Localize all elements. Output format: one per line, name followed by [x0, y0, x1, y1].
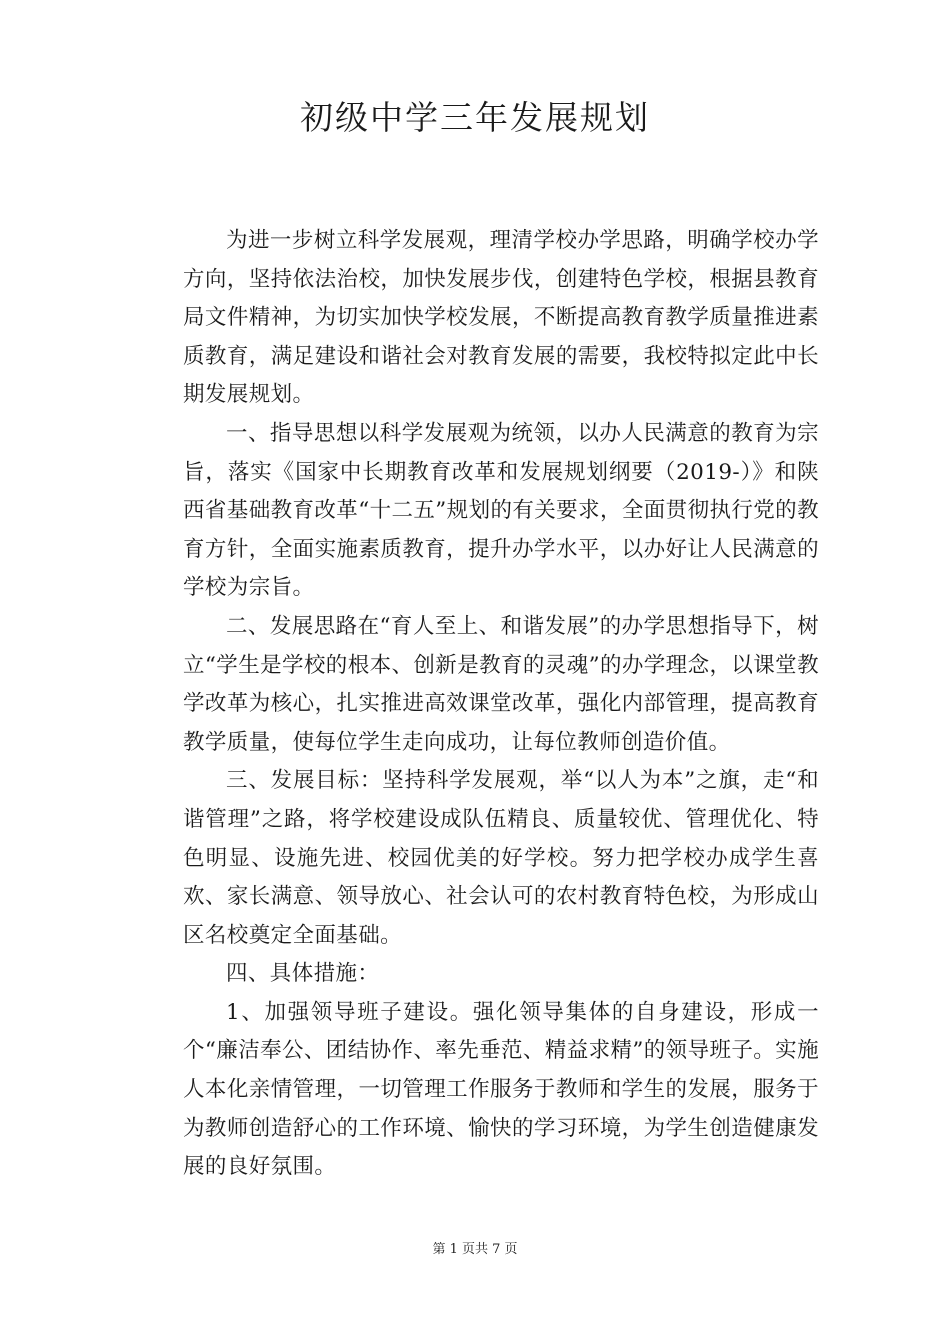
page-number-footer: 第 1 页共 7 页: [432, 1242, 518, 1257]
page-title: 初级中学三年发展规划: [300, 98, 650, 137]
paragraph-measures-heading: 四、具体措施：: [226, 961, 380, 987]
paragraph-measure-1: 1、加强领导班子建设。强化领导集体的自身建设，形成一个“廉洁奉公、团结协作、率先垂范、精益求精”的领导班子。实施人本化亲情管理，一切管理工作服务于教师和学生的发展，服务于为教师创造舒心的工作环境、愉快的学习环境，为学生创造健康发展的良好氛围。: [183, 999, 819, 1180]
document-body: [183, 222, 819, 1187]
paragraph-intro: 为进一步树立科学发展观，理清学校办学思路，明确学校办学方向，坚持依法治校，加快发展步伐，创建特色学校，根据县教育局文件精神，为切实加快学校发展，不断提高教育教学质量推进素质教育，满足建设和谐社会对教育发展的需要，我校特拟定此中长期发展规划。: [183, 228, 819, 408]
paragraph-development-approach: 二、发展思路在“育人至上、和谐发展”的办学思想指导下，树立“学生是学校的根本、创新是教育的灵魂”的办学理念，以课堂教学改革为核心，扎实推进高效课堂改革，强化内部管理，提高教育教学质量，使每位学生走向成功，让每位教师创造价值。: [183, 613, 819, 755]
paragraph-guiding-ideology: 一、指导思想以科学发展观为统领，以办人民满意的教育为宗旨，落实《国家中长期教育改革和发展规划纲要（2019-）》和陕西省基础教育改革“十二五”规划的有关要求，全面贯彻执行党的教育方针，全面实施素质教育，提升办学水平，以办好让人民满意的学校为宗旨。: [183, 420, 819, 601]
paragraph-development-goals: 三、发展目标：坚持科学发展观，举“以人为本”之旗，走“和谐管理”之路，将学校建设成队伍精良、质量较优、管理优化、特色明显、设施先进、校园优美的好学校。努力把学校办成学生喜欢、家长满意、领导放心、社会认可的农村教育特色校，为形成山区名校奠定全面基础。: [183, 768, 819, 948]
